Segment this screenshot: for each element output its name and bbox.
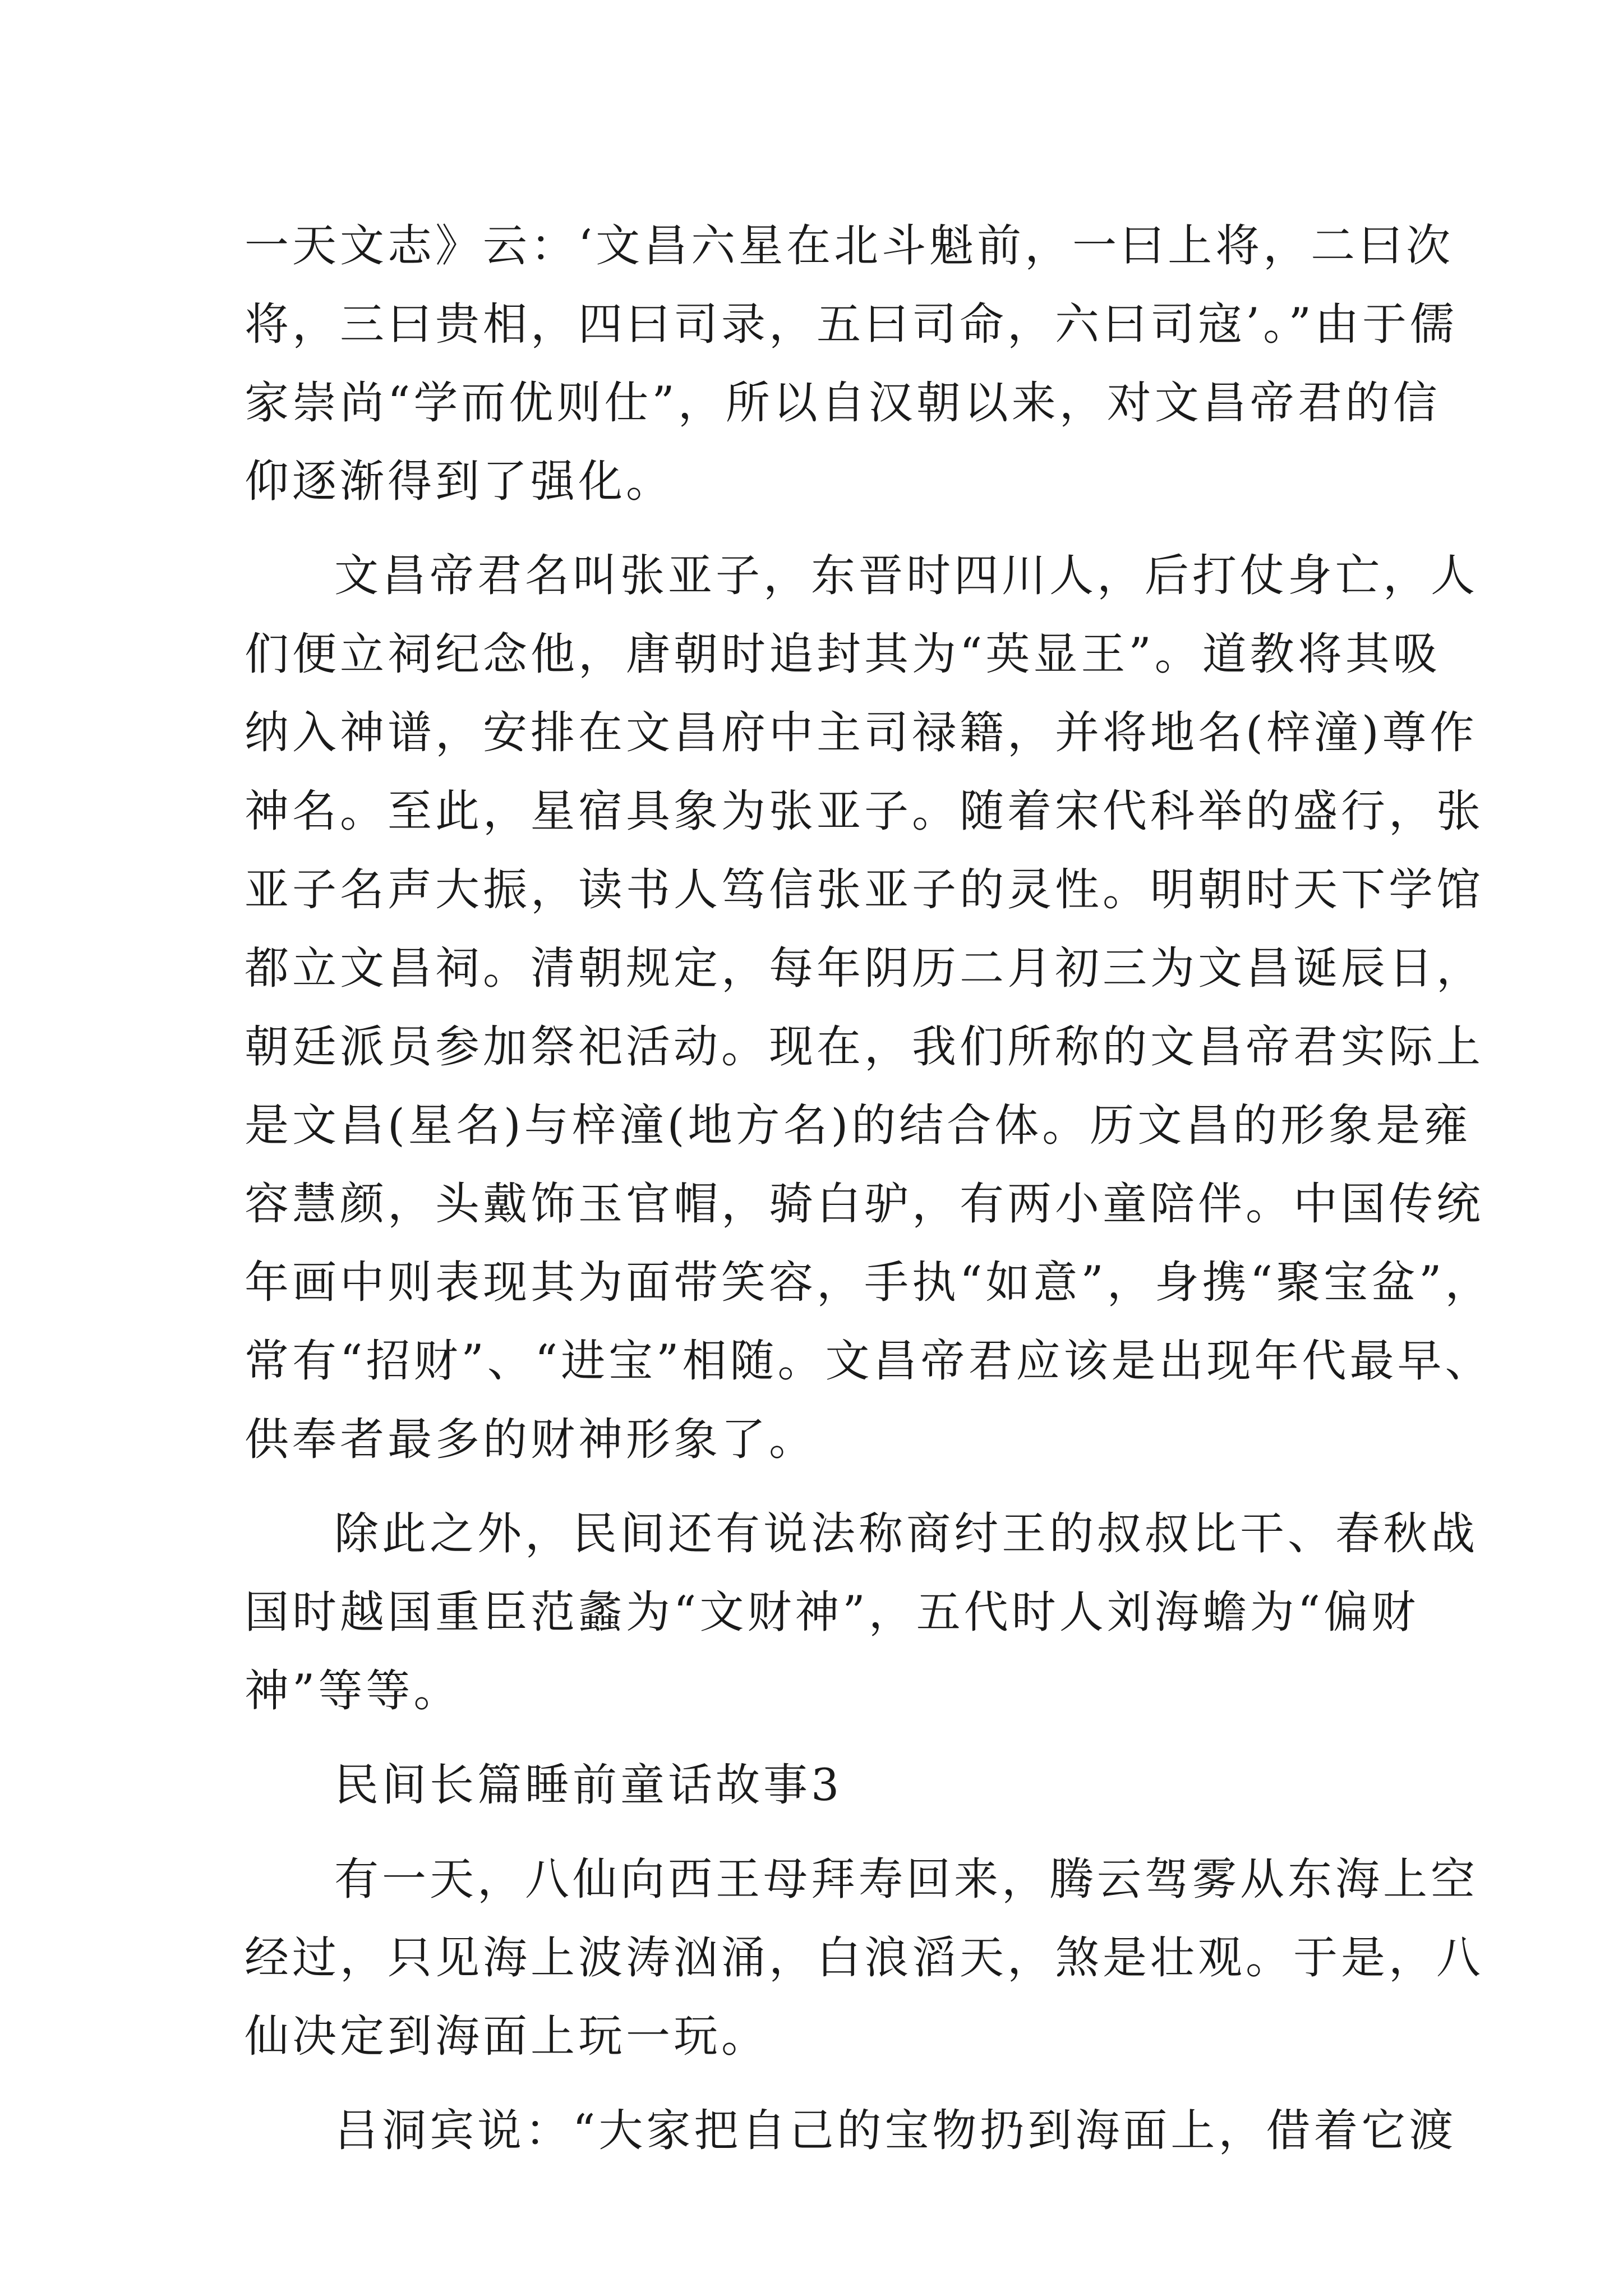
paragraph-gap [245,1479,1411,1494]
text-line: 常有“招财”、“进宝”相随。文昌帝君应该是出现年代最早、 [245,1335,1493,1387]
text-line: 神名。至此，星宿具象为张亚子。随着宋代科举的盛行，张 [245,785,1484,837]
text-line: 朝廷派员参加祭祀活动。现在，我们所称的文昌帝君实际上 [245,1021,1484,1073]
text-line: 仙决定到海面上玩一玩。 [245,2010,769,2062]
text-line: 是文昌(星名)与梓潼(地方名)的结合体。历文昌的形象是雍 [245,1099,1472,1151]
text-line: 国时越国重臣范蠡为“文财神”，五代时人刘海蟾为“偏财 [245,1586,1419,1638]
text-line: 都立文昌祠。清朝规定，每年阴历二月初三为文昌诞辰日， [245,942,1484,994]
text-line: 除此之外，民间还有说法称商纣王的叔叔比干、春秋战 [334,1508,1478,1559]
section-heading: 民间长篇睡前童话故事3 [334,1759,843,1811]
text-line: 家崇尚“学而优则仕”，所以自汉朝以来，对文昌帝君的信 [245,377,1441,429]
text-line: 有一天，八仙向西王母拜寿回来，腾云驾雾从东海上空 [334,1853,1478,1905]
text-line: 年画中则表现其为面带笑容，手执“如意”，身携“聚宝盆”， [245,1257,1493,1308]
paragraph-gap [245,2076,1411,2091]
paragraph-gap [245,1824,1411,1840]
text-line: 容慧颜，头戴饰玉官帽，骑白驴，有两小童陪伴。中国传统 [245,1178,1484,1230]
text-line: 亚子名声大振，读书人笃信张亚子的灵性。明朝时天下学馆 [245,864,1484,915]
text-line: 供奉者最多的财神形象了。 [245,1414,817,1465]
text-line: 文昌帝君名叫张亚子，东晋时四川人，后打仗身亡，人 [334,550,1478,601]
text-line: 纳入神谱，安排在文昌府中主司禄籍，并将地名(梓潼)尊作 [245,707,1478,758]
paragraph-gap [245,1730,1411,1746]
text-line: 们便立祠纪念他，唐朝时追封其为“英显王”。道教将其吸 [245,628,1441,680]
paragraph-gap [245,521,1411,536]
text-line: 将，三曰贵相，四曰司录，五曰司命，六曰司寇’。”由于儒 [245,298,1458,350]
text-line: 仰逐渐得到了强化。 [245,455,674,507]
text-line: 神”等等。 [245,1665,462,1717]
text-line: 经过，只见海上波涛汹涌，白浪滔天，煞是壮观。于是，八 [245,1932,1484,1984]
body-text [245,206,1493,2170]
text-line: 吕洞宾说：“大家把自己的宝物扔到海面上，借着它渡 [334,2105,1457,2156]
text-line: 一天文志》云：‘文昌六星在北斗魁前，一曰上将，二曰次 [245,220,1454,272]
